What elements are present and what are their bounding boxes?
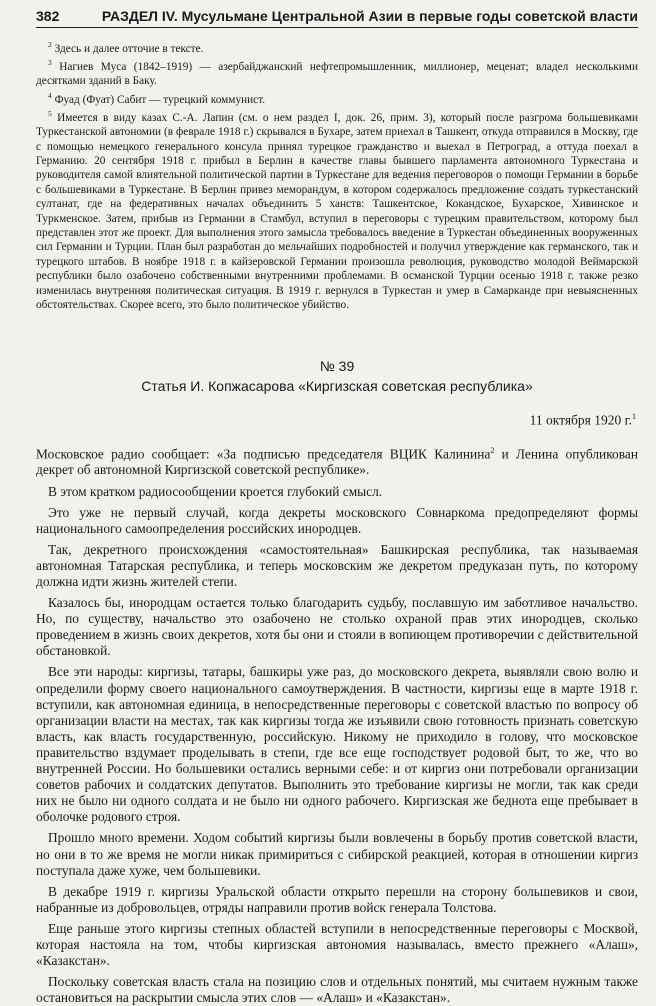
- footnote-5: [36, 107, 638, 312]
- paragraph: Казалось бы, инородцам остается только благодарить судьбу, пославшую им заботливое начальство. Но, по существу, начальство это озабочено не столько охраной прав этих инородцев, сколько проведением в жизнь своих декретов, хотя бы они и стояли в вопиющем противоречии с действительной обстановкой.: [36, 595, 638, 659]
- paragraph: Прошло много времени. Ходом событий киргизы были вовлечены в борьбу против советской власти, но они в то же время не могли никак примириться с сибирской реакцией, которая в отношении киргиз поступала даже хуже, чем большевики.: [36, 830, 638, 878]
- paragraph-text: и Ленина опубликован декрет об автономной Киргизской советской республике».: [36, 446, 638, 478]
- footnotes: [36, 38, 638, 312]
- paragraph: [36, 443, 638, 479]
- article-body: [36, 443, 638, 1006]
- paragraph: Это уже не первый случай, когда декреты московского Совнаркома предопределяют формы национального самоопределения российских инородцев.: [36, 504, 638, 536]
- footnote-text: Нагиев Муса (1842–1919) — азербайджанский нефтепромышленник, миллионер, меценат; владел несколькими десятками зданий в Баку.: [36, 60, 638, 88]
- footnote-text: Имеется в виду казах С.-А. Лапин (см. о нем раздел I, док. 26, прим. 3), который после разгрома большевиками Туркестанской автономии (в феврале 1918 г.) скрывался в Бухаре, затем приехал в Ташкент, откуда отправился в Москву, где с помощью немецкого генерального консула принял турецкое гражданство и выехал в Петроград, а оттуда поехал в Германию. 20 сентября 1918 г. прибыл в Берлин в качестве главы бывшего парламента автономного Туркестана и руководителя самой влиятельной политической партии в Туркестане для ведения переговоров о помощи Германии в борьбе с большевиками в Туркестане. В Берлин привез меморандум, в котором содержалось предложение создать туркестанский султанат, где на федеративных началах объединить 5 ханств: Ташкентское, Кокандское, Бухарское, Хивинское и Туркменское. Затем, прибыв из Германии в Стамбул, вступил в переговоры с турецким правительством, которому был представлен этот же проект. Для выполнения этого замысла требовалось введение в Туркестан объединенных вооруженных сил Германии и Турции. План был разработан до мельчайших подробностей и получил утверждение как германского, так и турецкого штабов. В ноябре 1918 г. в кайзеровской Германии произошла революция, руководство молодой Веймарской республики было озабочено собственными внутренними проблемами. В османской Турции осенью 1918 г. также резко изменилась внутренняя политическая ситуация. В 1919 г. вернулся в Туркестан и умер в Самарканде при невыясненных обстоятельствах. Скорее всего, это было политическое убийство.: [36, 111, 639, 311]
- section-title: РАЗДЕЛ IV. Мусульмане Центральной Азии в первые годы советской власти: [101, 8, 638, 24]
- paragraph: В этом кратком радиосообщении кроется глубокий смысл.: [48, 483, 383, 499]
- footnote-mark: 3: [48, 58, 52, 68]
- footnote-4: [36, 89, 638, 107]
- footnote-text: Здесь и далее отточие в тексте.: [54, 42, 204, 55]
- document-title: Статья И. Копжасарова «Киргизская советская республика»: [141, 378, 533, 395]
- paragraph: Еще раньше этого киргизы степных областей вступили в непосредственные переговоры с Москвой, которая настояла на том, чтобы киргизская автономия называлась, вместо прежнего «Алаш», «Казакстан».: [36, 920, 638, 969]
- date-text: 11 октября 1920 г.: [529, 412, 632, 428]
- document-number: № 39: [319, 358, 355, 375]
- paragraph-text: Московское радио сообщает: «За подписью председателя ВЦИК Калинина: [36, 446, 491, 462]
- paragraph: Все эти народы: киргизы, татары, башкиры уже раз, до московского декрета, выявляли свою волю и определили форму своего национального самоутверждения. В частности, киргизы еще в марте 1918 г. вступили, как автономная единица, в непосредственные переговоры с советской властью по вопросу об организации власти на местах, так как киргизы тогда же изъявили свою готовность признать советскую власть, как власть государственную, российскую. Никому не приходило в голову, что московское правительство вздумает проделывать в степи, где все еще господствует родовой быт, то же, что во внутренней России. Но большевики остались верными себе: и от киргиз они потребовали организации советов рабочих и солдатских депутатов. Выполнить это требование киргизы не могли, так как среди них не было ни одного солдата и не было ни одного рабочего. Киргизская же беднота еще пребывает в оболочке родового строя.: [36, 664, 638, 825]
- paragraph: Поскольку советская власть стала на позицию слов и отдельных понятий, мы считаем нужным также остановиться на раскрытии смысла этих слов — «Алаш» и «Казакстан».: [36, 974, 638, 1006]
- paragraph: В декабре 1919 г. киргизы Уральской области открыто перешли на сторону большевиков и свои, набранные из добровольцев, отряды направили против войск генерала Толстова.: [36, 883, 638, 915]
- footnote-2: [36, 38, 638, 56]
- footnote-mark: 5: [48, 108, 52, 118]
- page-number: 382: [36, 8, 60, 24]
- running-header: [36, 8, 638, 28]
- footnote-mark: 2: [48, 40, 52, 49]
- footnote-3: [36, 56, 638, 89]
- paragraph: Так, декретного происхождения «самостоятельная» Башкирская республика, так называемая автономная Татарская республика, и теперь московским же декретом предуказан путь, по которому должна идти жизнь жителей степи.: [36, 541, 638, 589]
- footnote-ref: 2: [490, 445, 495, 455]
- date-footnote-mark: 1: [632, 412, 636, 422]
- footnote-mark: 4: [48, 90, 52, 100]
- document-date: [36, 412, 638, 429]
- footnote-text: Фуад (Фуат) Сабит — турецкий коммунист.: [54, 93, 266, 106]
